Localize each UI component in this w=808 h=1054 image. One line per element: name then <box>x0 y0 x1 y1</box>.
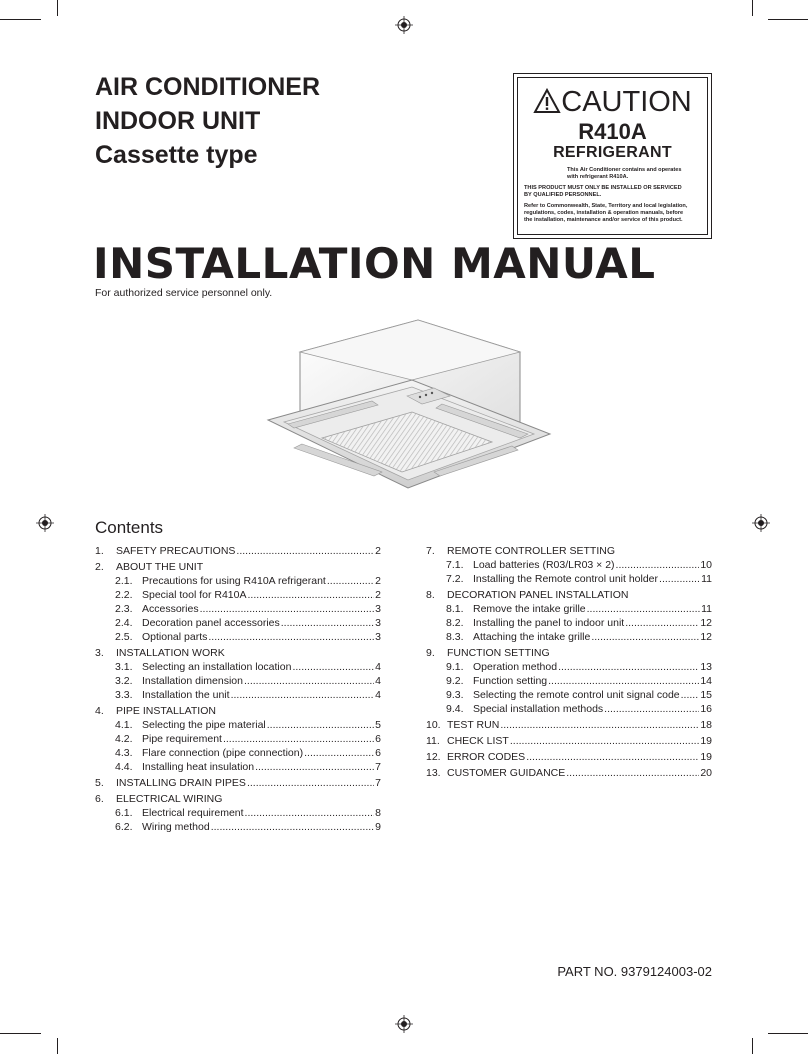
toc-entry <box>446 702 712 716</box>
toc-leader-dots <box>267 718 374 732</box>
toc-entry-number: 9.4. <box>446 703 464 715</box>
toc-leader-dots <box>247 588 374 602</box>
toc-entry <box>446 630 712 644</box>
toc-leader-dots <box>244 674 374 688</box>
crop-mark <box>57 0 58 16</box>
toc-leader-dots <box>616 558 700 572</box>
toc-entry <box>115 688 381 702</box>
toc-entry-page: 6 <box>375 747 381 759</box>
toc-leader-dots <box>526 750 699 764</box>
toc-entry-number: 2.4. <box>115 617 133 629</box>
caution-warning-line2: BY QUALIFIED PERSONNEL. <box>524 192 602 198</box>
caution-note-line2: with refrigerant R410A. <box>567 174 629 180</box>
toc-entry-number: 3.3. <box>115 689 133 701</box>
toc-leader-dots <box>255 760 374 774</box>
toc-leader-dots <box>200 602 375 616</box>
toc-entry-number: 8.3. <box>446 631 464 643</box>
toc-entry-title: DECORATION PANEL INSTALLATION <box>447 589 629 601</box>
toc-entry-page: 4 <box>375 689 381 701</box>
toc-entry <box>115 746 381 760</box>
toc-entry-number: 4.2. <box>115 733 133 745</box>
crop-mark <box>768 19 808 20</box>
warning-triangle-icon <box>533 88 561 114</box>
toc-entry <box>426 750 712 764</box>
registration-mark-icon <box>395 16 413 34</box>
toc-entry-number: 6. <box>95 793 104 805</box>
toc-entry-page: 6 <box>375 733 381 745</box>
toc-entry-page: 2 <box>375 589 381 601</box>
manual-title: INSTALLATION MANUAL <box>93 239 656 288</box>
toc-entry <box>115 760 381 774</box>
toc-entry-page: 20 <box>700 767 712 779</box>
toc-entry-title: Special tool for R410A <box>142 589 247 601</box>
toc-entry-page: 7 <box>375 761 381 773</box>
toc-entry-title: Installation dimension <box>142 675 243 687</box>
toc-entry-page: 3 <box>375 617 381 629</box>
toc-entry-page: 13 <box>700 661 712 673</box>
toc-entry-number: 7.2. <box>446 573 464 585</box>
toc-entry-page: 19 <box>700 735 712 747</box>
toc-entry <box>115 718 381 732</box>
toc-entry-number: 9. <box>426 647 435 659</box>
toc-leader-dots <box>500 718 699 732</box>
toc-entry-title: Selecting the pipe material <box>142 719 266 731</box>
toc-entry-page: 5 <box>375 719 381 731</box>
toc-entry <box>426 588 712 602</box>
toc-entry-title: Accessories <box>142 603 199 615</box>
toc-entry-title: CHECK LIST <box>447 735 509 747</box>
toc-entry-title: Selecting an installation location <box>142 661 292 673</box>
toc-entry-title: Precautions for using R410A refrigerant <box>142 575 326 587</box>
toc-entry-page: 11 <box>701 573 712 585</box>
toc-entry-title: Load batteries (R03/LR03 × 2) <box>473 559 615 571</box>
caution-title: CAUTION <box>561 86 692 118</box>
refrigerant-code: R410A <box>578 119 647 144</box>
toc-entry-title: Installation the unit <box>142 689 230 701</box>
toc-entry <box>115 602 381 616</box>
toc-entry <box>446 674 712 688</box>
crop-mark <box>752 0 753 16</box>
toc-leader-dots <box>245 806 375 820</box>
toc-entry-page: 16 <box>700 703 712 715</box>
toc-entry-number: 6.2. <box>115 821 133 833</box>
toc-entry-title: Installing heat insulation <box>142 761 255 773</box>
toc-entry <box>95 792 381 806</box>
toc-entry <box>95 646 381 660</box>
crop-mark <box>752 1038 753 1054</box>
toc-entry-page: 11 <box>701 603 712 615</box>
toc-entry-number: 6.1. <box>115 807 133 819</box>
toc-entry-page: 4 <box>375 675 381 687</box>
toc-entry <box>115 732 381 746</box>
toc-entry-title: FUNCTION SETTING <box>447 647 550 659</box>
toc-entry-page: 7 <box>375 777 381 789</box>
toc-entry-number: 4. <box>95 705 104 717</box>
toc-leader-dots <box>681 688 700 702</box>
toc-leader-dots <box>510 734 699 748</box>
refrigerant-label: REFRIGERANT <box>553 144 672 161</box>
toc-entry-number: 13. <box>426 767 441 779</box>
toc-entry <box>115 616 381 630</box>
toc-entry <box>446 688 712 702</box>
toc-entry-page: 10 <box>700 559 712 571</box>
toc-entry-title: Function setting <box>473 675 548 687</box>
toc-entry-number: 7.1. <box>446 559 464 571</box>
toc-entry-title: Installing the Remote control unit holder <box>473 573 659 585</box>
caution-refer-line2: regulations, codes, installation & operation manuals, before <box>524 210 684 216</box>
caution-box <box>513 73 712 239</box>
toc-entry-number: 2.1. <box>115 575 133 587</box>
toc-leader-dots <box>304 746 374 760</box>
toc-entry-title: REMOTE CONTROLLER SETTING <box>447 545 616 557</box>
toc-leader-dots <box>604 702 699 716</box>
toc-entry <box>115 574 381 588</box>
toc-entry-number: 2. <box>95 561 104 573</box>
toc-leader-dots <box>327 574 374 588</box>
toc-entry <box>426 718 712 732</box>
toc-entry-title: Attaching the intake grille <box>473 631 591 643</box>
toc-entry-title: Decoration panel accessories <box>142 617 280 629</box>
toc-leader-dots <box>558 660 699 674</box>
registration-mark-icon <box>752 514 770 532</box>
toc-leader-dots <box>659 572 700 586</box>
toc-entry-number: 4.3. <box>115 747 133 759</box>
toc-leader-dots <box>236 544 374 558</box>
crop-mark <box>768 1033 808 1034</box>
toc-entry-title: PIPE INSTALLATION <box>116 705 216 717</box>
product-title-line2: INDOOR UNIT <box>95 107 261 135</box>
toc-entry <box>426 646 712 660</box>
toc-entry-number: 9.1. <box>446 661 464 673</box>
registration-mark-icon <box>395 1015 413 1033</box>
toc-entry <box>115 660 381 674</box>
toc-entry-title: ELECTRICAL WIRING <box>116 793 223 805</box>
toc-entry <box>446 572 712 586</box>
toc-entry-title: Remove the intake grille <box>473 603 586 615</box>
toc-entry-title: SAFETY PRECAUTIONS <box>116 545 236 557</box>
toc-leader-dots <box>625 616 699 630</box>
toc-entry <box>426 734 712 748</box>
crop-mark <box>0 1033 41 1034</box>
cassette-unit-illustration <box>262 312 554 492</box>
toc-leader-dots <box>247 776 374 790</box>
toc-entry <box>115 588 381 602</box>
toc-entry <box>426 766 712 780</box>
toc-entry-page: 9 <box>375 821 381 833</box>
toc-entry-page: 12 <box>700 631 712 643</box>
toc-entry-title: CUSTOMER GUIDANCE <box>447 767 566 779</box>
toc-entry-number: 3. <box>95 647 104 659</box>
toc-entry-number: 7. <box>426 545 435 557</box>
toc-leader-dots <box>208 630 374 644</box>
part-number: PART NO. 9379124003-02 <box>557 964 712 979</box>
crop-mark <box>0 19 41 20</box>
toc-leader-dots <box>591 630 699 644</box>
toc-entry-number: 2.3. <box>115 603 133 615</box>
toc-entry-number: 2.5. <box>115 631 133 643</box>
toc-entry-title: Optional parts <box>142 631 208 643</box>
toc-entry-page: 4 <box>375 661 381 673</box>
toc-entry-title: Flare connection (pipe connection) <box>142 747 304 759</box>
toc-entry-number: 4.4. <box>115 761 133 773</box>
toc-entry <box>446 660 712 674</box>
toc-entry-title: INSTALLING DRAIN PIPES <box>116 777 246 789</box>
manual-subtitle: For authorized service personnel only. <box>95 287 273 299</box>
toc-entry-number: 9.2. <box>446 675 464 687</box>
toc-entry-title: Operation method <box>473 661 558 673</box>
toc-entry-page: 3 <box>375 631 381 643</box>
toc-entry <box>446 558 712 572</box>
caution-refer-line3: the installation, maintenance and/or service of this product. <box>524 217 683 223</box>
toc-entry <box>446 602 712 616</box>
toc-entry-title: Wiring method <box>142 821 210 833</box>
toc-entry <box>95 776 381 790</box>
toc-entry <box>446 616 712 630</box>
toc-entry-title: ABOUT THE UNIT <box>116 561 204 573</box>
toc-leader-dots <box>587 602 700 616</box>
toc-entry-page: 2 <box>375 575 381 587</box>
caution-heading <box>514 84 711 120</box>
toc-entry <box>115 820 381 834</box>
toc-entry-title: Installing the panel to indoor unit <box>473 617 625 629</box>
toc-leader-dots <box>231 688 375 702</box>
toc-leader-dots <box>566 766 699 780</box>
product-title-line3: Cassette type <box>95 141 258 169</box>
toc-entry-number: 8. <box>426 589 435 601</box>
toc-entry <box>115 806 381 820</box>
toc-entry <box>95 560 381 574</box>
toc-leader-dots <box>281 616 374 630</box>
toc-entry <box>95 544 381 558</box>
toc-entry-number: 5. <box>95 777 104 789</box>
caution-note-line1: This Air Conditioner contains and operates <box>567 167 682 173</box>
toc-entry-page: 15 <box>700 689 712 701</box>
toc-entry-number: 12. <box>426 751 441 763</box>
toc-entry-title: Electrical requirement <box>142 807 244 819</box>
toc-entry-page: 19 <box>700 751 712 763</box>
toc-entry-title: INSTALLATION WORK <box>116 647 225 659</box>
caution-refer-line1: Refer to Commonwealth, State, Territory and local legislation, <box>524 203 688 209</box>
contents-heading: Contents <box>95 518 164 537</box>
toc-leader-dots <box>292 660 374 674</box>
toc-entry-number: 4.1. <box>115 719 133 731</box>
toc-entry-number: 8.2. <box>446 617 464 629</box>
toc-entry <box>95 704 381 718</box>
toc-entry-page: 3 <box>375 603 381 615</box>
toc-entry-page: 2 <box>375 545 381 557</box>
toc-entry-title: Special installation methods <box>473 703 604 715</box>
toc-entry-title: ERROR CODES <box>447 751 526 763</box>
toc-entry-page: 18 <box>700 719 712 731</box>
toc-entry-number: 2.2. <box>115 589 133 601</box>
toc-entry-page: 12 <box>700 617 712 629</box>
toc-entry-page: 14 <box>700 675 712 687</box>
toc-entry <box>426 544 712 558</box>
toc-entry-number: 11. <box>426 735 440 747</box>
toc-entry-number: 3.2. <box>115 675 133 687</box>
toc-leader-dots <box>211 820 374 834</box>
toc-entry-number: 1. <box>95 545 104 557</box>
caution-warning-line1: THIS PRODUCT MUST ONLY BE INSTALLED OR SERVICED <box>524 185 682 191</box>
crop-mark <box>57 1038 58 1054</box>
toc-leader-dots <box>223 732 374 746</box>
product-title-line1: AIR CONDITIONER <box>95 73 320 101</box>
toc-entry-page: 8 <box>375 807 381 819</box>
toc-entry <box>115 630 381 644</box>
toc-entry <box>115 674 381 688</box>
toc-entry-title: Pipe requirement <box>142 733 222 745</box>
toc-entry-number: 8.1. <box>446 603 464 615</box>
toc-entry-number: 3.1. <box>115 661 133 673</box>
toc-entry-title: Selecting the remote control unit signal code <box>473 689 680 701</box>
toc-entry-number: 10. <box>426 719 441 731</box>
registration-mark-icon <box>36 514 54 532</box>
toc-entry-title: TEST RUN <box>447 719 500 731</box>
toc-leader-dots <box>548 674 699 688</box>
toc-entry-number: 9.3. <box>446 689 464 701</box>
